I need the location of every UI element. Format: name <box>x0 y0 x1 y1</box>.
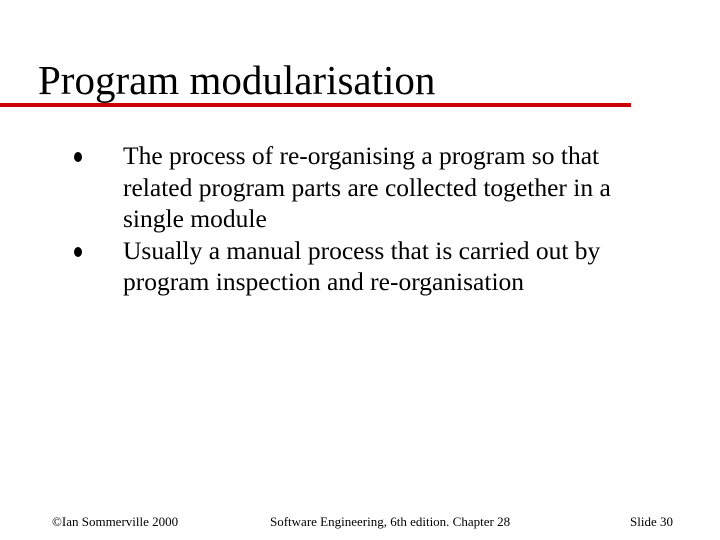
footer-book-info: Software Engineering, 6th edition. Chapter 28 <box>270 514 511 529</box>
title-underline <box>0 103 631 107</box>
bullet-list <box>0 140 720 298</box>
bullet-item <box>0 140 673 235</box>
slide-title: Program modularisation <box>38 57 436 103</box>
bullet-dot-icon <box>74 247 82 257</box>
bullet-dot-icon <box>74 152 82 162</box>
footer-slide-number: Slide 30 <box>630 514 673 529</box>
bullet-text: Usually a manual process that is carried out by program inspection and re-organisation <box>123 235 601 296</box>
bullet-text: The process of re-organising a program so that related program parts are collected together in a single module <box>123 141 611 233</box>
bullet-item <box>0 235 673 298</box>
footer-copyright: ©Ian Sommerville 2000 <box>52 514 179 529</box>
